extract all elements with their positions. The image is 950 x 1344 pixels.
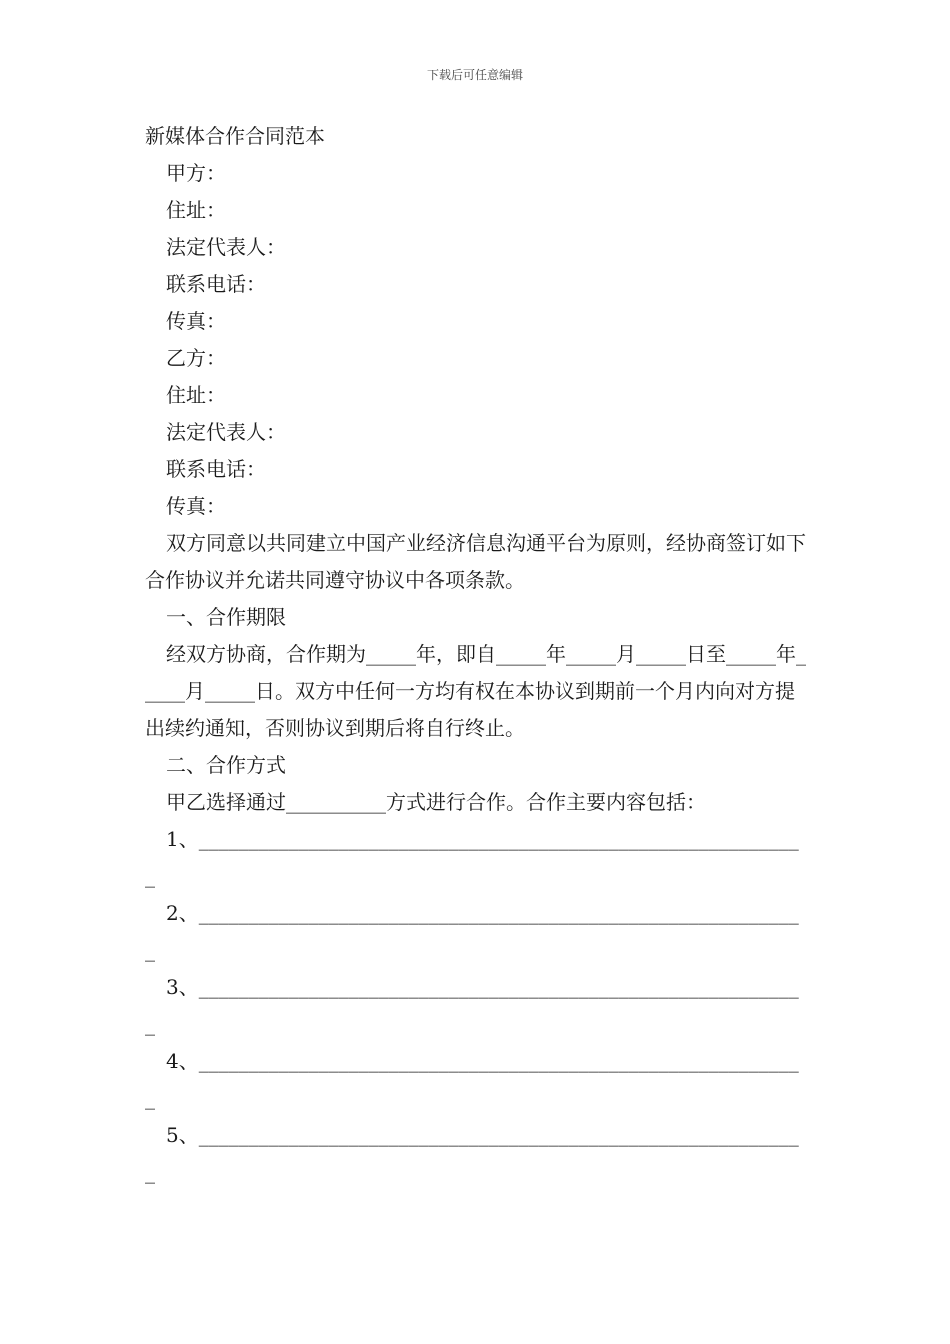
party-b-address-label: 住址： xyxy=(166,383,226,407)
contract-document xyxy=(145,118,809,1191)
section2-body: 甲乙选择通过__________方式进行合作。合作主要内容包括： xyxy=(166,790,706,814)
list-item-2: 2、____________________________________________________________ xyxy=(166,901,799,925)
party-a-address-label: 住址： xyxy=(166,198,226,222)
party-a-phone-label: 联系电话： xyxy=(166,272,266,296)
document-title: 新媒体合作合同范本 xyxy=(145,124,325,148)
intro-paragraph: 双方同意以共同建立中国产业经济信息沟通平台为原则，经协商签订如下合作协议并允诺共同遵守协议中各项条款。 xyxy=(145,531,806,592)
section1-heading: 一、合作期限 xyxy=(166,605,286,629)
party-b-fax-label: 传真： xyxy=(166,494,226,518)
party-a-name-label: 甲方： xyxy=(166,161,226,185)
list-item-3: 3、____________________________________________________________ xyxy=(166,975,799,999)
party-b-name-label: 乙方： xyxy=(166,346,226,370)
list-item-1-tail: _ xyxy=(145,864,155,888)
list-item-5-tail: _ xyxy=(145,1160,155,1184)
party-a-fax-label: 传真： xyxy=(166,309,226,333)
list-item-5: 5、____________________________________________________________ xyxy=(166,1123,799,1147)
party-b-rep-label: 法定代表人： xyxy=(166,420,286,444)
section1-body: 经双方协商，合作期为_____年，即自_____年_____月_____日至_____年_____月_____日。双方中任何一方均有权在本协议到期前一个月内向对方提出续约通知，否则协议到期后将自行终止。 xyxy=(145,642,806,740)
list-item-1: 1、____________________________________________________________ xyxy=(166,827,799,851)
page-header-note: 下载后可任意编辑 xyxy=(426,68,523,82)
party-a-rep-label: 法定代表人： xyxy=(166,235,286,259)
section2-heading: 二、合作方式 xyxy=(166,753,286,777)
list-item-3-tail: _ xyxy=(145,1012,155,1036)
list-item-4: 4、____________________________________________________________ xyxy=(166,1049,799,1073)
list-item-4-tail: _ xyxy=(145,1086,155,1110)
party-b-phone-label: 联系电话： xyxy=(166,457,266,481)
list-item-2-tail: _ xyxy=(145,938,155,962)
